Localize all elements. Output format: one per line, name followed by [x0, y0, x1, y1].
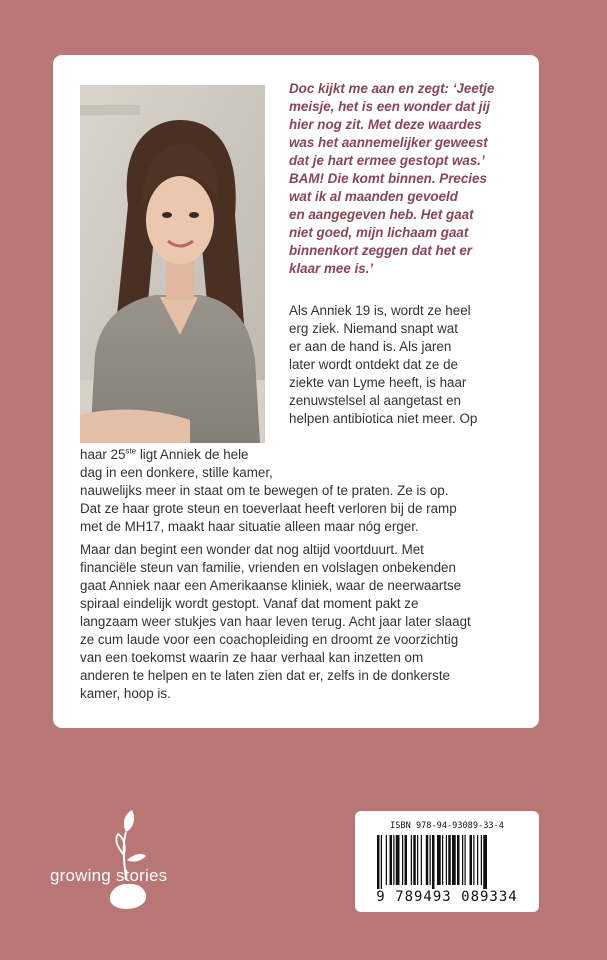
barcode-stripe [402, 835, 403, 885]
barcode-stripe [483, 835, 487, 889]
publisher-logo [50, 810, 200, 915]
body-paragraph-intro: Als Anniek 19 is, wordt ze heel erg ziek. Niemand snapt wat er aan de hand is. Als jaren later wordt ontdekt dat ze de ziekte van Lyme heeft, is haar zenuwstelsel al aangetast en helpen antibiotica niet meer. Op [289, 303, 478, 426]
barcode-stripe [470, 835, 473, 885]
barcode-stripe [411, 835, 412, 885]
barcode-stripe [473, 835, 474, 885]
sprout-icon [50, 810, 200, 915]
isbn-label: ISBN 978-94-93089-33-4 [390, 821, 504, 831]
barcode-stripe [390, 835, 393, 885]
barcode-stripe [417, 835, 418, 885]
barcode-stripe [442, 835, 443, 885]
author-photo [80, 85, 265, 443]
barcode-stripe [396, 835, 400, 885]
barcode-stripe [432, 835, 435, 889]
barcode-stripe [386, 835, 387, 885]
cover-quote: Doc kijkt me aan en zegt: ‘Jeetje meisje, het is een wonder dat jij hier nog zit. Met deze waardes was het aannemelijker geweest dat je hart ermee gestopt was.’ BAM! Die komt binnen. Precies wat ik al maanden gevoeld en aangegeven heb. Het gaat niet goed, mijn lichaam gaat binnenkort zeggen dat het er klaar mee is.’ [289, 81, 495, 276]
body-paragraph-continued [80, 446, 520, 536]
barcode-stripe [446, 835, 447, 885]
barcode-stripe [405, 835, 408, 885]
body-paragraph-second: Maar dan begint een wonder dat nog altijd voortduurt. Met financiële steun van familie, vrienden en volslagen onbekenden gaat Anniek naar een Amerikaanse kliniek, waar de neerwaartse spiraal eindelijk wordt gestopt. Vanaf dat moment pakt ze langzaam weer stukjes van haar leven terug. Acht jaar later slaagt ze cum laude voor een coachopleiding en droomt ze voorzichtig van een toekomst waarin ze haar verhaal kan inzetten om anderen te helpen en te laten zien dat er, zelfs in de donkerste kamer, hoop is. [80, 542, 471, 701]
barcode-stripe [393, 835, 394, 885]
barcode-stripe [465, 835, 466, 885]
ordinal-suffix: ste [125, 446, 137, 456]
barcode-stripe [381, 835, 382, 889]
barcode-stripe [377, 835, 380, 889]
isbn-barcode [355, 811, 539, 912]
barcode-stripe [413, 835, 416, 885]
barcode-stripe [421, 835, 422, 885]
back-cover-card [53, 55, 539, 728]
barcode-stripe [452, 835, 456, 885]
author-photo-illustration [80, 85, 265, 443]
ean-number: 9 789493 089334 [376, 889, 518, 905]
publisher-name: growing stories [50, 866, 168, 885]
barcode-stripe [426, 835, 429, 885]
barcode-stripe [457, 835, 460, 885]
barcode-stripe [430, 835, 431, 885]
barcode-stripe [477, 835, 478, 885]
barcode-stripe [437, 835, 441, 885]
body-text-rest: ligt Anniek de hele dag in een donkere, stille kamer, nauwelijks meer in staat om te bewegen of te praten. Ze is op. Dat ze haar grote steun en toeverlaat heeft verloren bij de ramp met de MH17, maakt haar situatie alleen maar nóg erger. [80, 447, 457, 534]
barcode-stripe [481, 835, 482, 885]
barcode-stripe [448, 835, 451, 885]
barcode-stripe [462, 835, 463, 885]
body-text-lead: haar 25 [80, 447, 126, 462]
